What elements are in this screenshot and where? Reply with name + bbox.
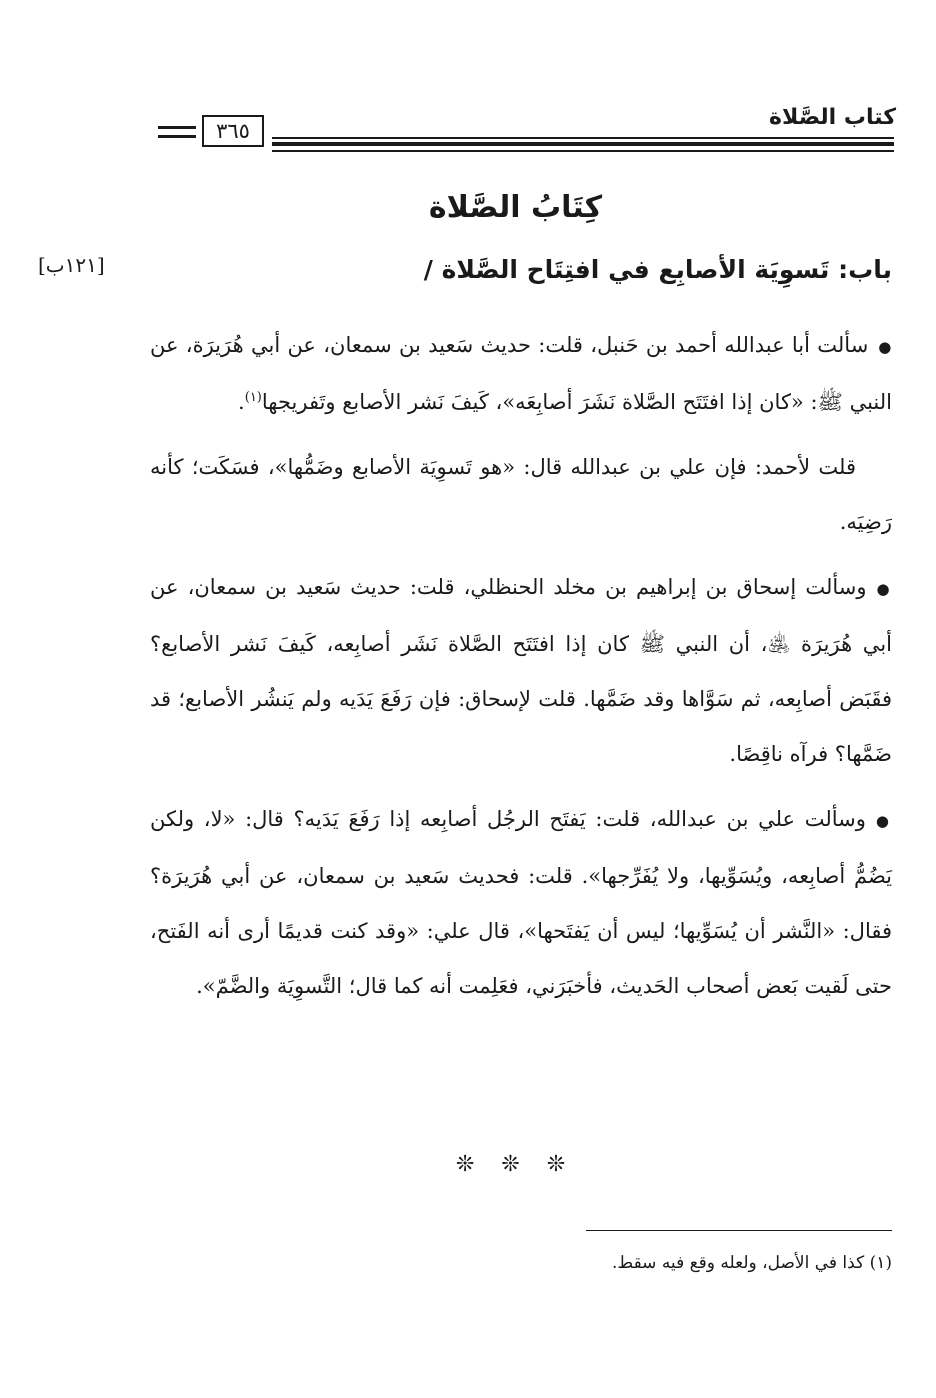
bullet-icon: ● (876, 580, 892, 598)
running-header-title: كتاب الصَّلاة (769, 105, 896, 130)
footnote: (١) كذا في الأصل، ولعله وقع فيه سقط. (612, 1253, 892, 1273)
paragraph-tail: . (238, 390, 245, 414)
paragraph (150, 440, 892, 550)
bullet-icon: ● (875, 812, 892, 830)
chapter-title: باب: تَسوِيَة الأصابِع في افتِتَاح الصَّلاة / (423, 255, 892, 284)
paragraph (150, 560, 892, 782)
header-rule-short (158, 135, 196, 138)
page-number: ٣٦٥ (202, 115, 264, 147)
paragraph (150, 318, 892, 430)
paragraph-text: وسألت علي بن عبدالله، قلت: يَفتَح الرجُل أصابِعه إذا رَفَعَ يَدَيه؟ قال: «لا، ولكن يَضُمُّ أصابِعه، ويُسَوِّيها، ولا يُفَرِّجها». قلت: فحديث سَعيد بن سمعان، عن أبي هُرَيرَة؟ فقال: «النَّشر أن يُسَوِّيها؛ ليس أن يَفتَحها»، قال علي: «وقد كنت قديمًا أرى أنه الفَتح، حتى لَقيت بَعض أصحاب الحَديث، فأخبَرَني، فعَلِمت أنه كما قال؛ التَّسوِيَة والضَّمّ». (150, 807, 892, 998)
manuscript-folio-reference: [١٢١ب] (38, 253, 105, 277)
header-rule (272, 142, 894, 146)
section-separator: ❊ ❊ ❊ (455, 1152, 576, 1177)
book-title: كِتَابُ الصَّلاة (428, 190, 603, 225)
footnote-reference[interactable]: (١) (244, 390, 262, 405)
body-text (150, 318, 892, 1024)
footnote-rule (586, 1230, 892, 1231)
header-rule (272, 137, 894, 139)
paragraph-text: وسألت إسحاق بن إبراهيم بن مخلد الحنظلي، قلت: حديث سَعيد بن سمعان، عن أبي هُرَيرَة ﵁، أن النبي ﷺ كان إذا افتَتَح الصَّلاة نَشَر أصابِعه، كَيفَ نَشر الأصابع؟ فقَبَض أصابِعه، ثم سَوَّاها وقد ضَمَّها. قلت لإسحاق: فإن رَفَعَ يَدَيه ولم يَنشُر الأصابع؛ قد ضَمَّها؟ فرآه ناقِصًا. (150, 575, 892, 766)
paragraph-text: سألت أبا عبدالله أحمد بن حَنبل، قلت: حديث سَعيد بن سمعان، عن أبي هُرَيرَة، عن النبي ﷺ: «كان إذا افتَتَح الصَّلاة نَشَرَ أصابِعَه»، كَيفَ نَشر الأصابع وتَفريجها (150, 333, 892, 414)
header-rule (272, 150, 894, 152)
paragraph-text: قلت لأحمد: فإن علي بن عبدالله قال: «هو تَسوِيَة الأصابع وضَمُّها»، فسَكَت؛ كأنه رَضِيَه. (150, 455, 892, 534)
paragraph (150, 792, 892, 1014)
bullet-icon: ● (878, 338, 893, 356)
header-rule-short (158, 126, 196, 129)
